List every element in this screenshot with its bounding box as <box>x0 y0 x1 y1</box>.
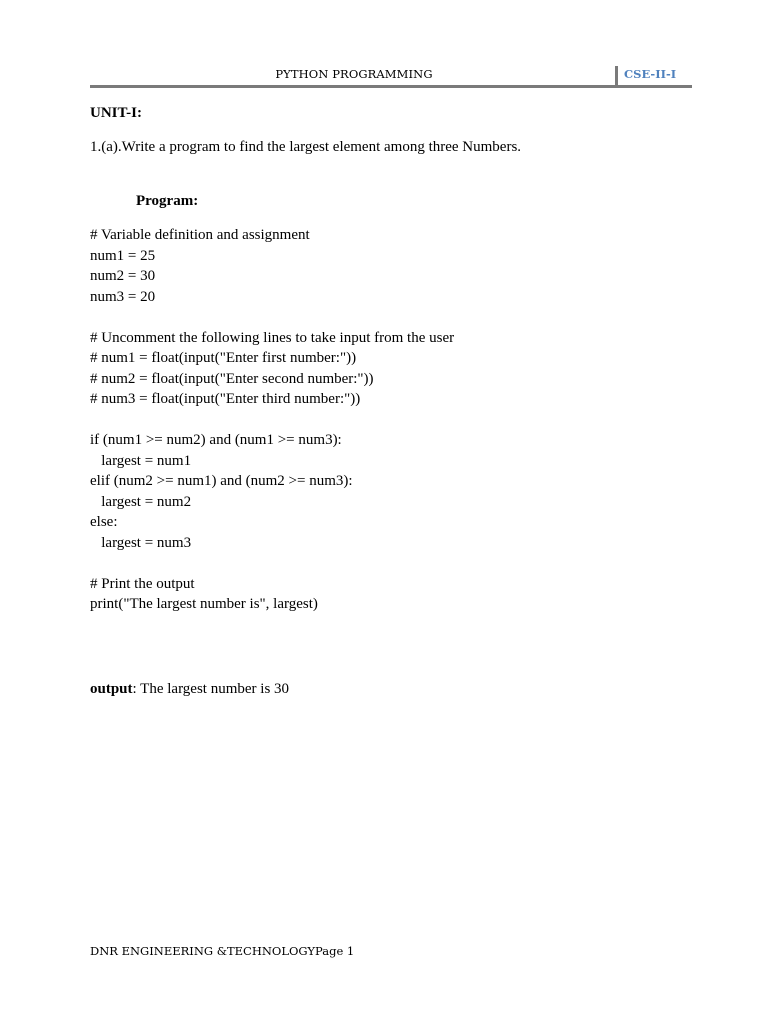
code-line: # Print the output <box>90 575 195 592</box>
output-label: output <box>90 681 133 697</box>
code-line: largest = num1 <box>90 452 192 469</box>
code-line: largest = num2 <box>90 493 192 510</box>
program-label: Program: <box>136 193 199 209</box>
header-course-code: CSE-II-I <box>624 67 677 81</box>
code-line: # num3 = float(input("Enter third number:")) <box>90 391 361 407</box>
code-block <box>90 225 454 615</box>
code-line: num3 = 20 <box>90 288 156 305</box>
code-line: num2 = 30 <box>90 268 156 284</box>
code-line: num1 = 25 <box>90 247 156 264</box>
code-line: # num2 = float(input("Enter second number:")) <box>90 370 374 387</box>
code-line <box>90 307 454 328</box>
code-line <box>90 553 454 574</box>
code-line: # num1 = float(input("Enter first number:")) <box>90 350 357 366</box>
code-line: largest = num3 <box>90 534 192 551</box>
code-line: if (num1 >= num2) and (num1 >= num3): <box>90 432 342 448</box>
header-title: PYTHON PROGRAMMING <box>275 67 433 81</box>
header-divider <box>615 66 618 85</box>
unit-heading: UNIT-I: <box>90 105 142 121</box>
header-rule <box>90 85 692 88</box>
footer-text: DNR ENGINEERING &TECHNOLOGYPage 1 <box>90 944 355 958</box>
code-line: else: <box>90 514 118 530</box>
code-line: elif (num2 >= num1) and (num2 >= num3): <box>90 473 353 489</box>
output-line <box>90 681 289 698</box>
code-line <box>90 410 454 431</box>
output-text: : The largest number is 30 <box>132 681 290 697</box>
code-line: # Variable definition and assignment <box>90 227 310 243</box>
code-line: # Uncomment the following lines to take input from the user <box>90 329 455 346</box>
question-text: 1.(a).Write a program to find the largest element among three Numbers. <box>90 139 522 155</box>
code-line: print("The largest number is", largest) <box>90 596 318 612</box>
